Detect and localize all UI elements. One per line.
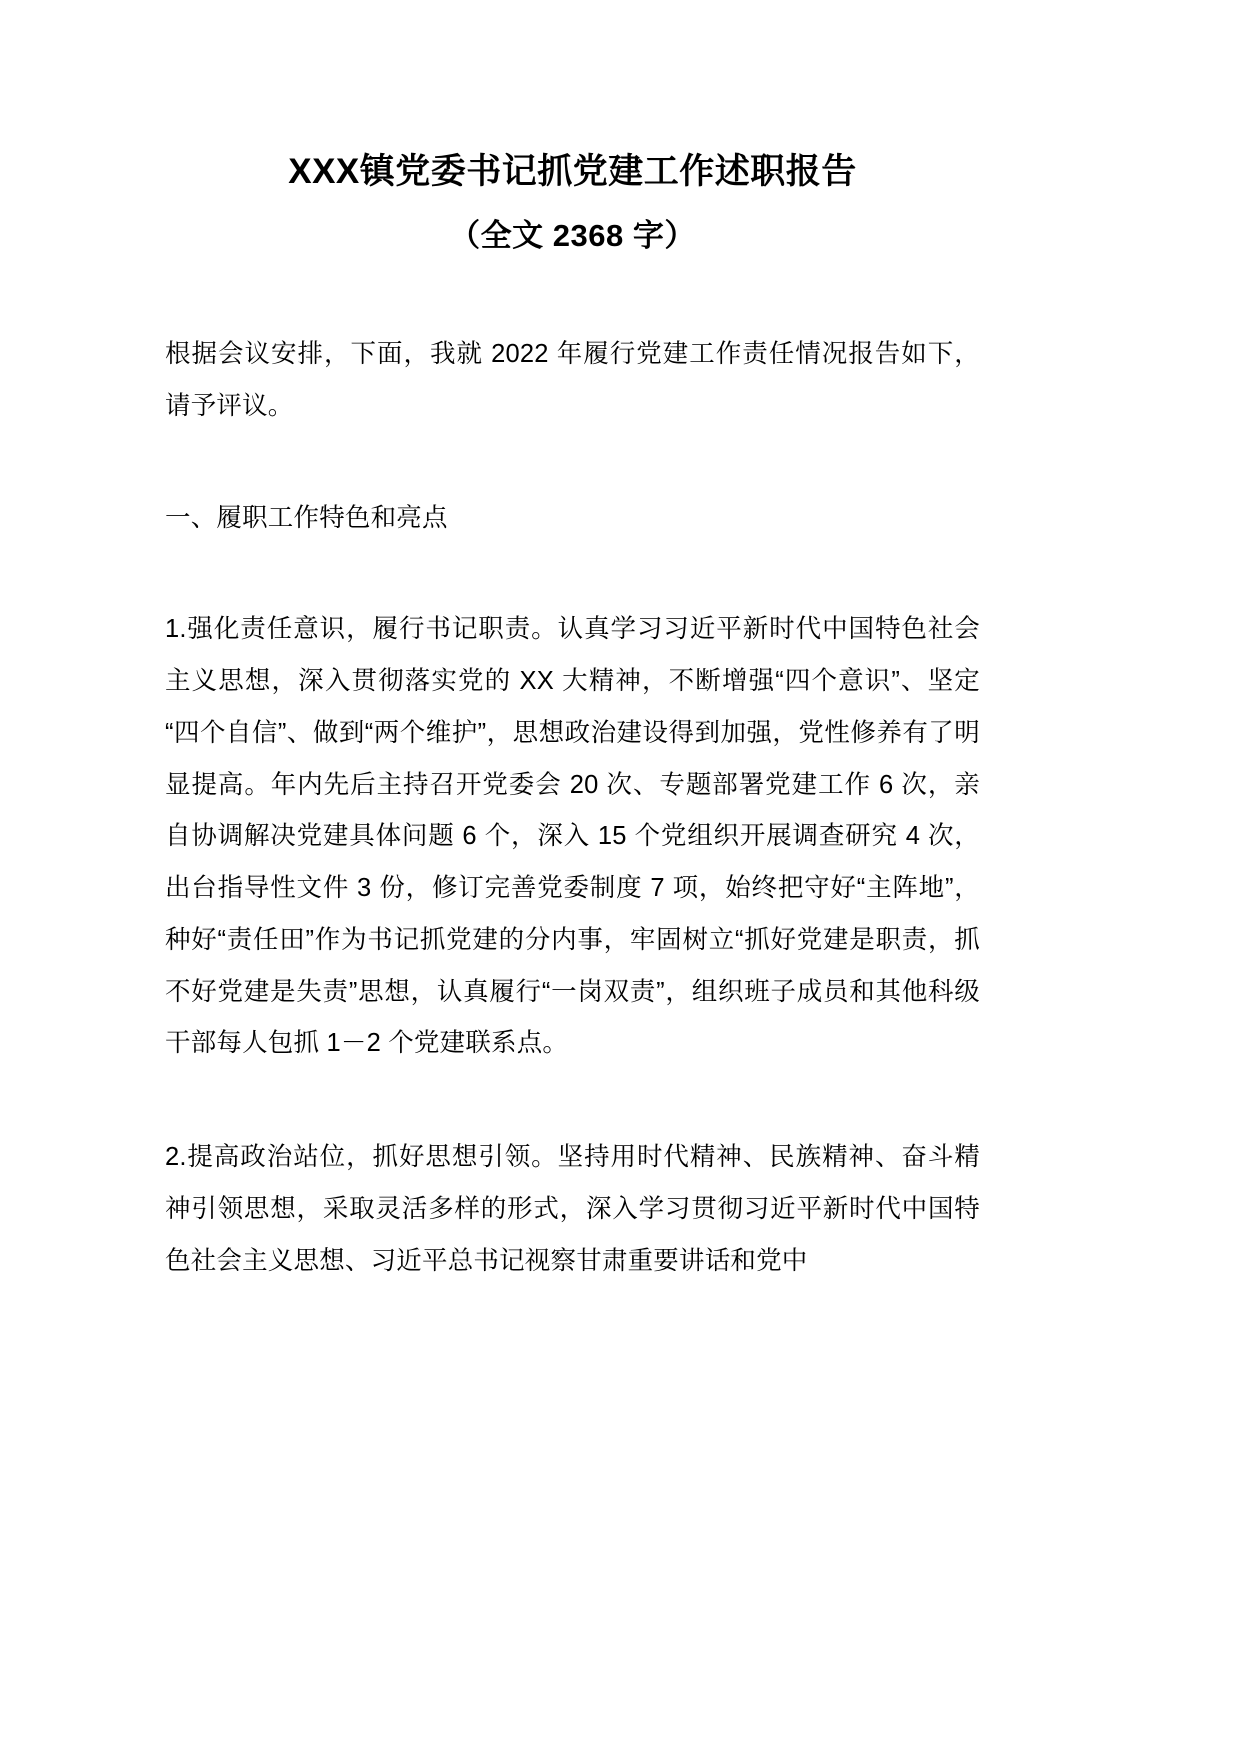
- section-heading-one: 一、履职工作特色和亮点: [165, 503, 448, 532]
- body-paragraph-2: 2.提高政治站位，抓好思想引领。坚持用时代精神、民族精神、奋斗精神引领思想，采取灵活多样的形式，深入学习贯彻习近平新时代中国特色社会主义思想、习近平总书记视察甘肃重要讲话和党中: [165, 1143, 980, 1275]
- lead-paragraph: 根据会议安排，下面，我就 2022 年履行党建工作责任情况报告如下，请予评议。: [165, 340, 980, 420]
- document-title: XXX镇党委书记抓党建工作述职报告: [288, 152, 857, 191]
- document-subtitle: （全文 2368 字）: [449, 218, 696, 254]
- body-paragraph-1: 1.强化责任意识，履行书记职责。认真学习习近平新时代中国特色社会主义思想，深入贯彻落实党的 XX 大精神，不断增强“四个意识”、坚定“四个自信”、做到“两个维护”，思想政治建设得到加强，党性修养有了明显提高。年内先后主持召开党委会 20 次、专题部署党建工作 6 次，亲自协调解决党建具体问题 6 个，深入 15 个党组织开展调查研究 4 次，出台指导性文件 3 份，修订完善党委制度 7 项，始终把守好“主阵地”，种好“责任田”作为书记抓党建的分内事，牢固树立“抓好党建是职责，抓不好党建是失责”思想，认真履行“一岗双责”，组织班子成员和其他科级干部每人包抓 1－2 个党建联系点。: [165, 615, 980, 1058]
- document-content: [165, 0, 980, 1287]
